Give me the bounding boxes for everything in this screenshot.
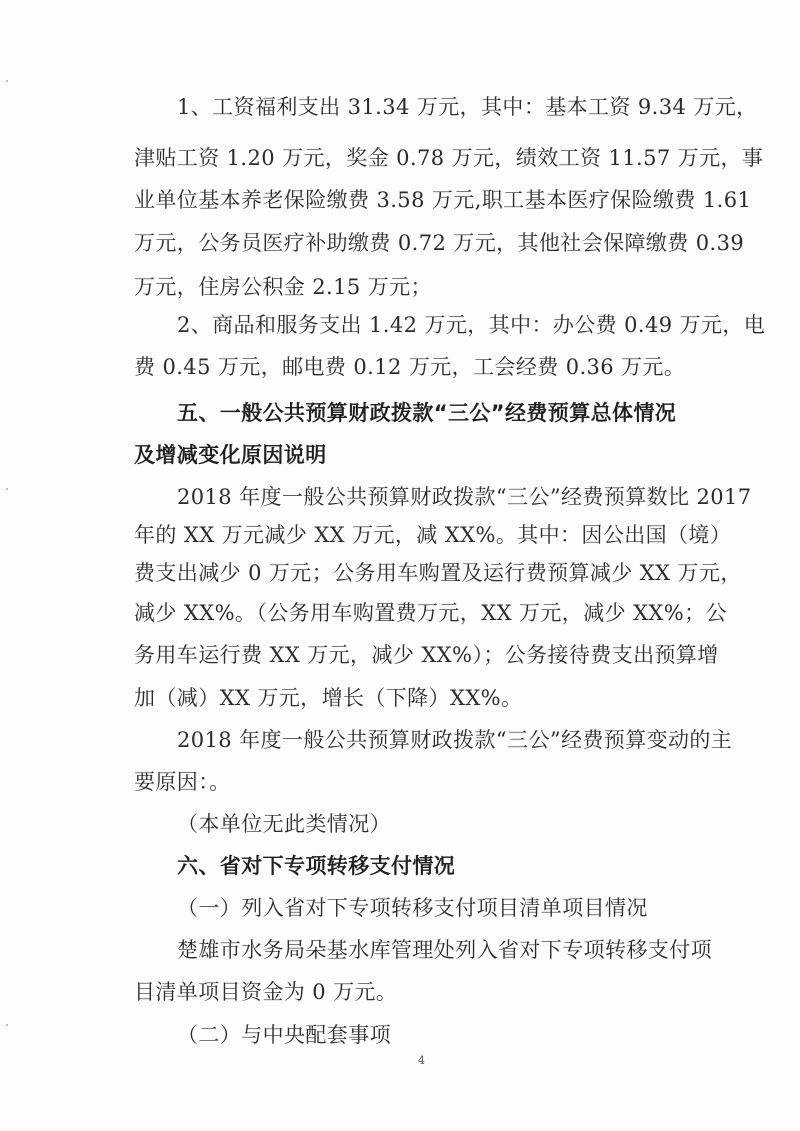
- text-line: 加（减）XX 万元，增长（下降）XX%。: [134, 686, 523, 710]
- scan-mark: [6, 80, 8, 82]
- text-line: （二）与中央配套事项: [177, 1023, 391, 1047]
- text-line: 目清单项目资金为 0 万元。: [134, 980, 398, 1004]
- text-line: 年的 XX 万元减少 XX 万元，减 XX%。其中：因公出国（境）: [134, 523, 732, 547]
- text-line: 万元，公务员医疗补助缴费 0.72 万元，其他社会保障缴费 0.39: [134, 231, 745, 255]
- text-line: 费支出减少 0 万元；公务用车购置及运行费预算减少 XX 万元，: [134, 561, 742, 585]
- scan-mark: [6, 1024, 8, 1026]
- text-line: 2018 年度一般公共预算财政拨款“三公”经费预算数比 2017: [177, 485, 752, 509]
- text-line: 2、商品和服务支出 1.42 万元，其中：办公费 0.49 万元，电: [177, 313, 766, 337]
- section-heading: 六、省对下专项转移支付情况: [177, 854, 456, 878]
- text-line: 要原因：。: [134, 770, 231, 794]
- text-line: 1、工资福利支出 31.34 万元，其中：基本工资 9.34 万元，: [177, 95, 758, 119]
- text-line: 楚雄市水务局朵基水库管理处列入省对下专项转移支付项: [177, 938, 712, 962]
- text-line: 费 0.45 万元，邮电费 0.12 万元，工会经费 0.36 万元。: [134, 355, 686, 379]
- scan-mark: [6, 488, 8, 490]
- text-line: 务用车运行费 XX 万元，减少 XX%）；公务接待费支出预算增: [134, 643, 719, 667]
- section-heading: 五、一般公共预算财政拨款“三公”经费预算总体情况: [177, 401, 677, 425]
- text-line: （本单位无此类情况）: [177, 812, 391, 836]
- text-line: （一）列入省对下专项转移支付项目清单项目情况: [177, 896, 648, 920]
- page-number: 4: [418, 1054, 425, 1067]
- text-line: 2018 年度一般公共预算财政拨款“三公”经费预算变动的主: [177, 728, 733, 752]
- text-line: 业单位基本养老保险缴费 3.58 万元,职工基本医疗保险缴费 1.61: [134, 188, 752, 212]
- section-heading: 及增减变化原因说明: [134, 443, 327, 467]
- text-line: 万元，住房公积金 2.15 万元；: [134, 275, 432, 299]
- text-line: 减少 XX%。（公务用车购置费万元，XX 万元，减少 XX%；公: [134, 601, 727, 625]
- text-line: 津贴工资 1.20 万元，奖金 0.78 万元，绩效工资 11.57 万元，事: [134, 146, 764, 170]
